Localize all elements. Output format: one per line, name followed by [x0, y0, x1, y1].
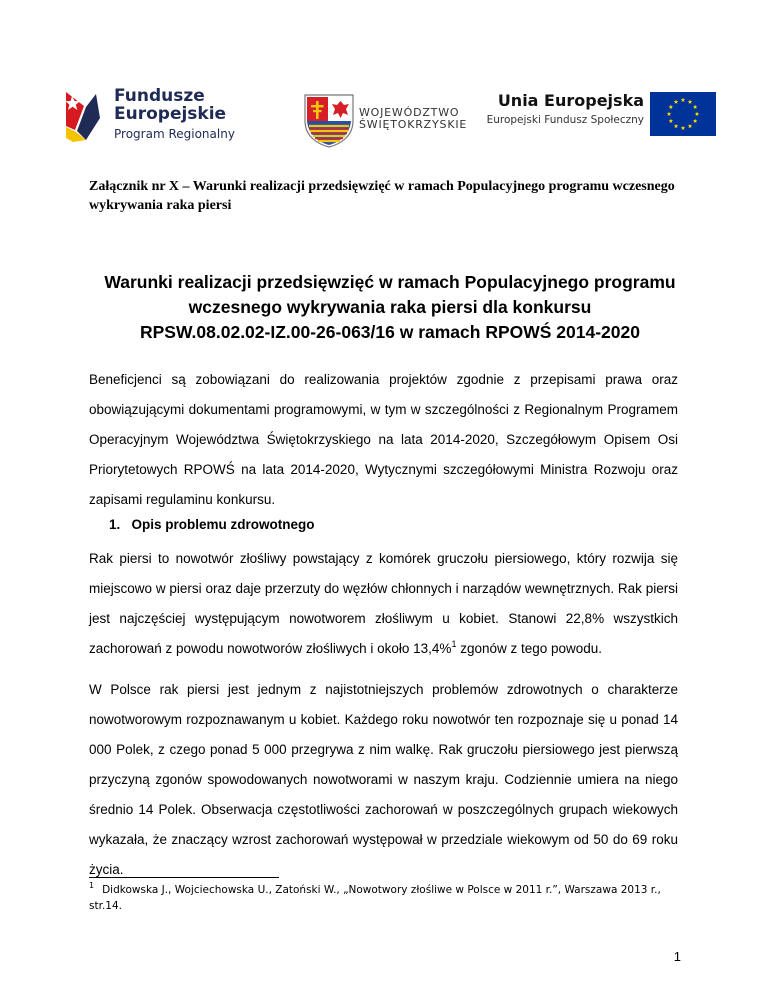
- swietokrzyskie-coat-of-arms-icon: [303, 93, 355, 148]
- annex-title: Załącznik nr X – Warunki realizacji przedsięwzięć w ramach Populacyjnego programu wczesnego wykrywania raka piersi: [89, 179, 675, 213]
- fundusze-europejskie-star-icon: [66, 86, 110, 144]
- wojewodztwo-line2: ŚWIĘTOKRZYSKIE: [359, 118, 468, 132]
- section-1-paragraph-2: W Polsce rak piersi jest jednym z najistotniejszych problemów zdrowotnych o charakterze nowotworowym rozpoznawanym u kobiet. Każdego roku nowotwór ten rozpoznaje się u ponad 14 000 Polek, z czego ponad 5 000 przegrywa z nim walkę. Rak gruczołu piersiowego jest pierwszą przyczyną zgonów spowodowanych nowotworami w naszym kraju. Codziennie umiera na niego średnio 14 Polek. Obserwacja częstotliwości zachorowań w poszczególnych grupach wiekowych wykazała, że znaczący wzrost zachorowań występował w przedziale wiekowym od 50 do 69 roku życia.: [89, 682, 678, 877]
- document-title-line1: Warunki realizacji przedsięwzięć w ramach Populacyjnego programu: [104, 272, 676, 292]
- fundusze-line3: Program Regionalny: [114, 127, 235, 141]
- section-1-paragraph-1: [89, 544, 678, 664]
- eu-line2: Europejski Fundusz Społeczny: [486, 113, 644, 126]
- footnote-number: 1: [89, 881, 95, 890]
- fundusze-europejskie-logo: [66, 86, 266, 146]
- footnote-separator: [89, 877, 279, 878]
- eu-logo: [486, 92, 716, 138]
- document-title: [80, 270, 700, 345]
- paragraph-text-continued: zgonów z tego powodu.: [456, 641, 603, 656]
- footnote: [89, 882, 679, 914]
- footnote-reference[interactable]: 1: [451, 639, 457, 649]
- eu-line1: Unia Europejska: [497, 91, 644, 110]
- section-1-number: 1.: [109, 517, 121, 532]
- logo-header: [0, 0, 768, 160]
- intro-paragraph: Beneficjenci są zobowiązani do realizowania projektów zgodnie z przepisami prawa oraz obowiązującymi dokumentami programowymi, w tym w szczególności z Regionalnym Programem Operacyjnym Województwa Świętokrzyskiego na lata 2014-2020, Szczegółowym Opisem Osi Priorytetowych RPOWŚ na lata 2014-2020, Wytycznymi szczegółowymi Ministra Rozwoju oraz zapisami regulaminu konkursu.: [89, 372, 678, 507]
- wojewodztwo-logo: [303, 93, 468, 149]
- fundusze-line2: Europejskie: [114, 104, 227, 124]
- section-1-heading: [109, 515, 315, 535]
- paragraph-text: Rak piersi to nowotwór złośliwy powstający z komórek gruczołu piersiowego, który rozwija się miejscowo w piersi oraz daje przerzuty do węzłów chłonnych i narządów wewnętrznych. Rak piersi jest najczęściej występującym nowotworem złośliwym u kobiet. Stanowi 22,8% wszystkich zachorowań z powodu nowotworów złośliwych i około 13,4%: [89, 551, 678, 656]
- section-1-title: Opis problemu zdrowotnego: [131, 517, 315, 532]
- footnote-text: Didkowska J., Wojciechowska U., Zatoński W., „Nowotwory złośliwe w Polsce w 2011 r.”, Warszawa 2013 r., str.14.: [89, 884, 661, 912]
- document-title-line2: wczesnego wykrywania raka piersi dla konkursu: [188, 297, 592, 317]
- document-title-line3: RPSW.08.02.02-IZ.00-26-063/16 w ramach RPOWŚ 2014-2020: [140, 322, 640, 342]
- wojewodztwo-line1: WOJEWÓDZTWO: [359, 106, 460, 119]
- fundusze-line1: Fundusze: [114, 86, 205, 106]
- eu-flag-icon: [650, 92, 716, 136]
- page-number: 1: [673, 949, 681, 964]
